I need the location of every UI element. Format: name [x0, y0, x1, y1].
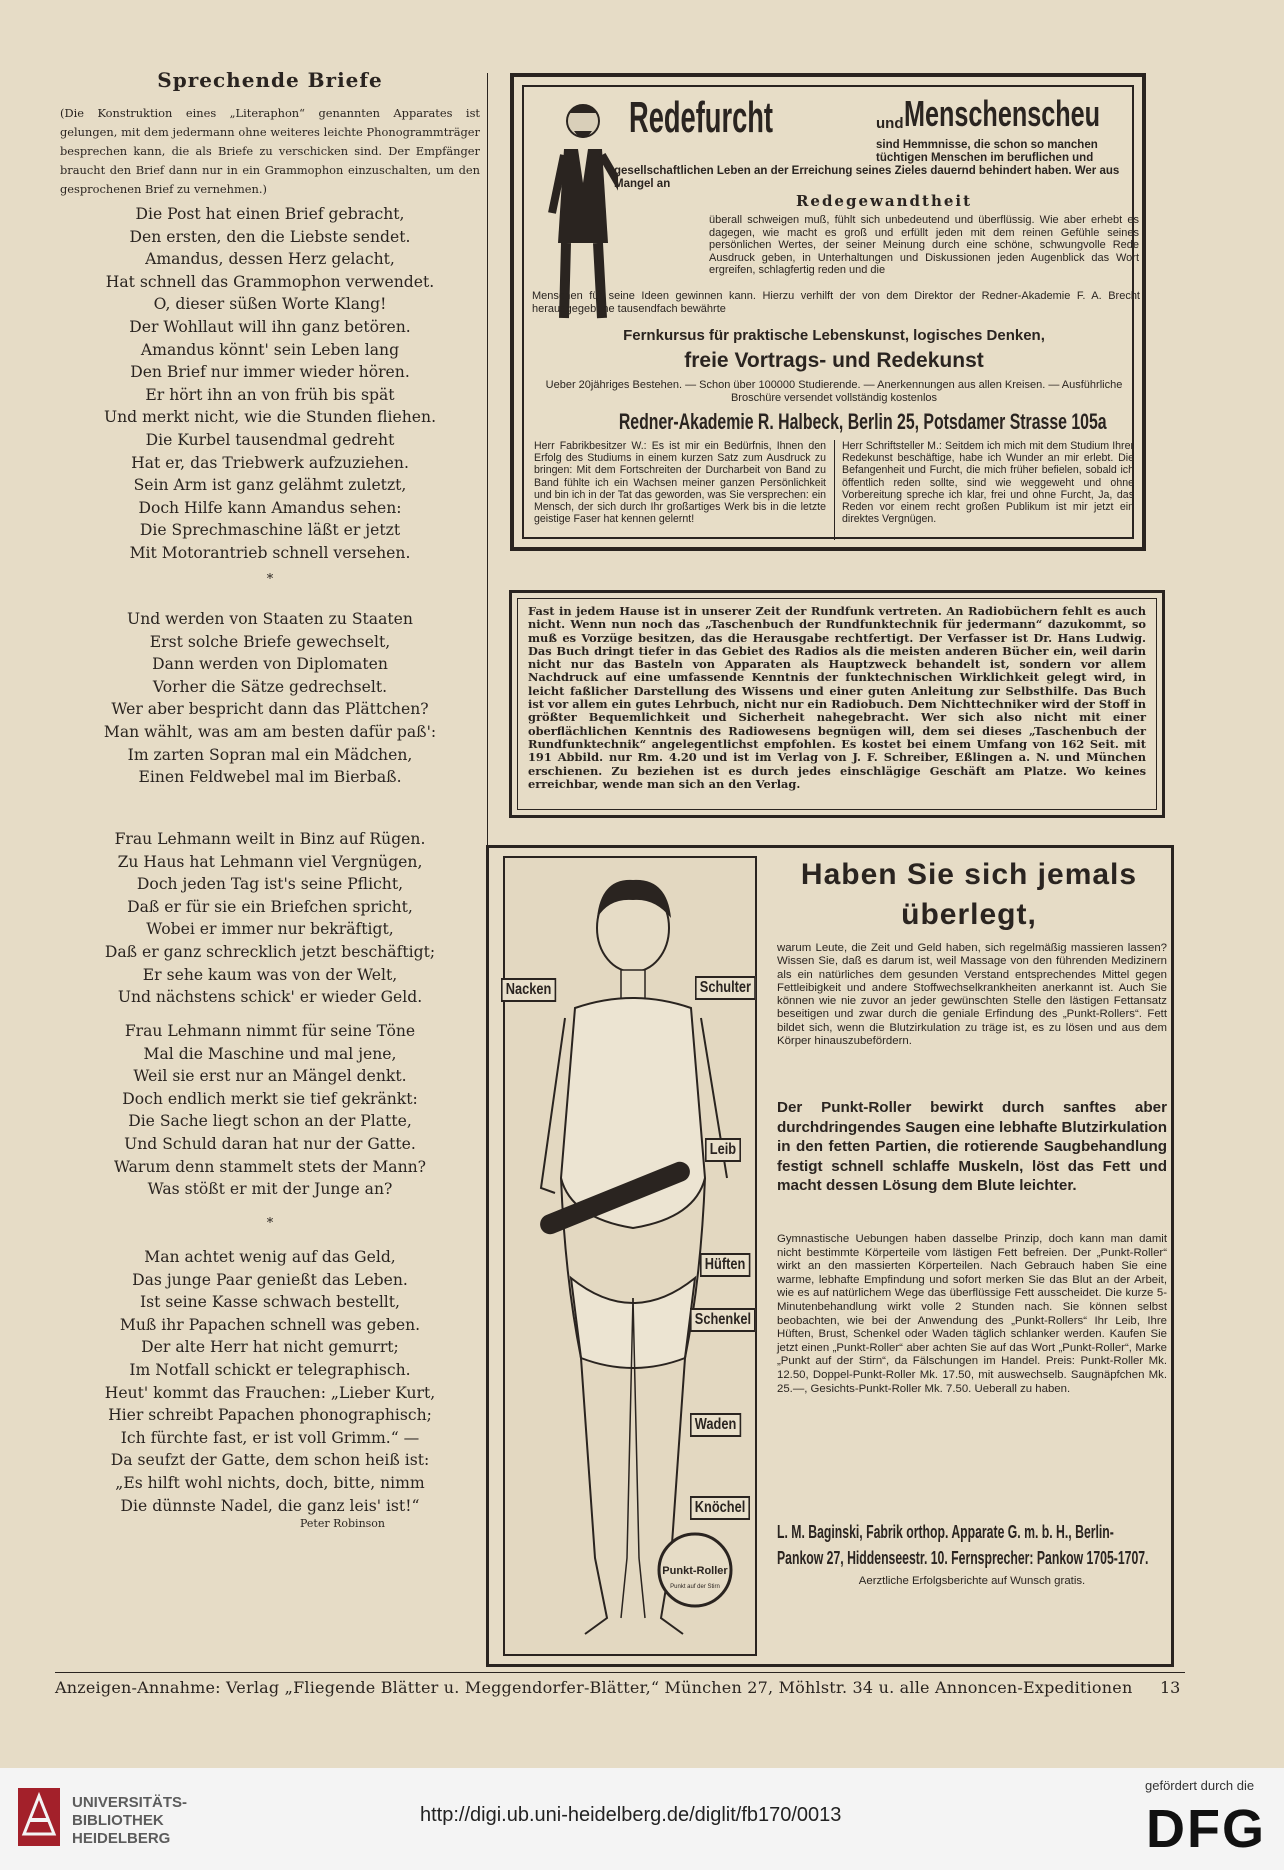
body-label-waden: Waden — [690, 1413, 741, 1437]
poem-line: Vorher die Sätze gedrechselt. — [152, 677, 388, 696]
ad-heading: Redegewandtheit — [795, 192, 973, 210]
ad-headline-2: überlegt, — [901, 898, 1037, 931]
poem-line: Der alte Herr hat nicht gemurrt; — [141, 1338, 399, 1357]
poem-line: Frau Lehmann weilt in Binz auf Rügen. — [114, 830, 426, 848]
body-label-hueften: Hüften — [700, 1253, 750, 1277]
poem-line: Er sehe kaum was von der Welt, — [142, 965, 398, 984]
poem-line: Die Post hat einen Brief gebracht, — [135, 205, 405, 223]
ad-body: überall schweigen muß, fühlt sich unbedeutend und überflüssig. Wie aber erhebt es dagegen, wie macht es groß und erfüllt jeden mit dem reinen Gefühle seines persönlichen Wertes, der seiner Meinung durch eine schöne, schwungvolle Rede Ausdruck geben, in Unterhaltungen und Diskussionen jeden Augenblick das Wort ergreifen, schlagfertig reden und die — [709, 214, 1139, 277]
university-logo-icon — [18, 1788, 60, 1846]
poem-title: Sprechende Briefe — [157, 68, 383, 92]
library-bar — [0, 1768, 1284, 1870]
ad-headline-1: Haben Sie sich jemals — [800, 858, 1138, 891]
funded-by-label: gefördert durch die — [1145, 1778, 1255, 1793]
poem-separator: * — [266, 1216, 274, 1231]
poem-line: Wer aber bespricht dann das Plättchen? — [111, 700, 429, 719]
testimonial-divider — [834, 440, 835, 540]
ad-paragraph-2: Gymnastische Uebungen haben dasselbe Prinzip, doch kann man damit nicht bestimmte Körperteile vom lästigen Fett befreien. Der „Punkt-Roller“ wirkt an den massierten Körperteilen. Nach Gebrauch haben Sie eine warme, lebhafte Empfindung und sofort merken Sie das Blut an der Arbeit, wie es auf natürlichem Wege das überflüssige Fett ausscheidet. Die kurze 5-Minutenbehandlung wirkt volle 2 Stunden nach. Sie können selbst beobachten, wie bei der Anwendung des „Punkt-Rollers“ Ihr Leib, Ihre Hüften, Brust, Schenkel oder Waden täglich schlanker werden. Kaufen Sie jetzt einen „Punkt-Roller“ aber achten Sie auf das Wort „Punkt-Roller“, Marke „Punkt auf der Stirn“, da Fälschungen im Handel. Preis: Punkt-Roller Mk. 12.50, Doppel-Punkt-Roller Mk. 17.50, mit auswechselb. Saugnäpfchen Mk. 25.—, Gesichts-Punkt-Roller Mk. 7.50. Ueberall zu haben. — [777, 1233, 1167, 1395]
ad-info: Ueber 20jähriges Bestehen. — Schon über 100000 Studierende. — Anerkennungen aus allen Kreisen. — Ausführliche Broschüre versendet vollständig kostenlos — [545, 379, 1123, 404]
redner-akademie-ad — [510, 73, 1146, 551]
roller-logo-slogan: Punkt auf der Stirn — [670, 1584, 720, 1590]
poem-line: Und nächstens schick' er wieder Geld. — [117, 988, 423, 1007]
poem-line: „Es hilft wohl nichts, doch, bitte, nimm — [115, 1473, 425, 1492]
poem-line: Das junge Paar genießt das Leben. — [132, 1270, 408, 1289]
poem-line: Doch jeden Tag ist's seine Pflicht, — [136, 875, 404, 894]
poem-line: Was stößt er mit der Junge an? — [147, 1180, 393, 1199]
poem-line: Doch endlich merkt sie tief gekränkt: — [122, 1089, 418, 1108]
poem-line: Er hört ihn an von früh bis spät — [145, 385, 395, 404]
poem-line: Im zarten Sopran mal ein Mädchen, — [127, 745, 413, 764]
ad-subtitle: sind Hemmnisse, die schon so manchen tüchtigen Menschen im beruflichen und — [876, 139, 1098, 164]
poem-line: Die dünnste Nadel, die ganz leis' ist!“ — [120, 1496, 420, 1515]
poem-line: Frau Lehmann nimmt für seine Töne — [124, 1022, 416, 1040]
ad-paragraph-1: warum Leute, die Zeit und Geld haben, sich regelmäßig massieren lassen? Wissen Sie, daß es darum ist, weil Massage von den führenden Medizinern als ein natürliches dem gesunden Verstand entsprechendes Mittel gegen Fettleibigkeit und andere Stoffwechselkrankheiten anerkannt ist. Auch Sie können wie nie zuvor an jeder gewünschten Stelle den lästigen Fettansatz beseitigen und zwar durch die geniale Erfindung des „Punkt-Rollers“. Fett bildet sich, wenn die Blutzirkulation zu träge ist, es zu lösen und aus dem Körper hinauszubefördern. — [777, 942, 1167, 1048]
library-name-line: HEIDELBERG — [72, 1830, 171, 1847]
ad-inner-frame — [522, 85, 1140, 539]
poem-line: Ich fürchte fast, er ist voll Grimm.“ — — [120, 1428, 420, 1447]
library-name — [72, 1794, 187, 1848]
ad-address-text: Redner-Akademie R. Halbeck, Berlin 25, Potsdamer Strasse 105a — [618, 409, 1107, 434]
column-divider — [487, 73, 488, 1663]
poem-line: Die Kurbel tausendmal gedreht — [145, 430, 395, 449]
poem-line: Daß er ganz schrecklich jetzt beschäftigt; — [104, 942, 436, 961]
radio-book-ad — [509, 590, 1165, 818]
ad-lead: gesellschaftlichen Leben an der Erreichung seines Zieles dauernd behindert haben. Wer aus Mangel an — [614, 165, 1120, 190]
poem-line: Hat er, das Triebwerk aufzuziehen. — [131, 453, 409, 472]
page-number: 13 — [1160, 1678, 1181, 1697]
poem-line: Ist seine Kasse schwach bestellt, — [139, 1293, 401, 1312]
roller-logo-text: Punkt-Roller — [662, 1565, 728, 1577]
body-label-schulter: Schulter — [695, 976, 756, 1000]
ad-title-redefurcht: Redefurcht — [629, 93, 773, 142]
dfg-logo: DFG — [1146, 1799, 1266, 1859]
poem-line: Mit Motorantrieb schnell versehen. — [129, 543, 411, 562]
poem-stanza-1 — [60, 203, 480, 565]
ad-company-line-1: L. M. Baginski, Fabrik orthop. Apparate G. m. b. H., Berlin- — [777, 1522, 1114, 1542]
testimonials — [534, 440, 1134, 540]
poem-line: Da seufzt der Gatte, dem schon heiß ist: — [110, 1451, 430, 1470]
footer-rule — [55, 1672, 1185, 1673]
testimonial-left: Herr Fabrikbesitzer W.: Es ist mir ein Bedürfnis, Ihnen den Erfolg des Studiums in einem kurzen Satz zum Ausdruck zu bringen: Mit dem Fortschreiten der Durcharbeit von Band zu Band fühlte ich ein Wachsen meiner ganzen Persönlichkeit und bin ich in der Tat das geworden, was Sie versprechen: ein Mensch, der sich durch Ihr großartiges Werk bis in die letzte geistige Faser hat kennen gelernt! — [534, 440, 826, 526]
poem-note: (Die Konstruktion eines „Literaphon“ genannten Apparates ist gelungen, mit dem jedermann ohne weiteres leichte Phonogrammträger besprechen kann, die als Briefe zu verschicken sind. Der Empfänger braucht den Brief dann nur in ein Grammophon einzuschalten, um den gesprochenen Brief zu vernehmen.) — [60, 106, 480, 196]
ad-course-subtitle: freie Vortrags- und Redekunst — [684, 349, 984, 372]
poem-stanza-2 — [60, 608, 480, 789]
poem-line: Man achtet wenig auf das Geld, — [144, 1248, 396, 1266]
ad-footer-note: Aerztliche Erfolgsberichte auf Wunsch gratis. — [858, 1575, 1086, 1587]
poem-line: Den ersten, den die Liebste sendet. — [129, 227, 411, 246]
body-label-nacken: Nacken — [501, 978, 556, 1002]
poem-line: Man wählt, was am am besten dafür paß': — [103, 722, 437, 741]
body-label-knoechel: Knöchel — [690, 1496, 750, 1520]
poem-line: Warum denn stammelt stets der Mann? — [113, 1157, 427, 1176]
poem-line: Doch Hilfe kann Amandus sehen: — [138, 498, 402, 517]
testimonial-right: Herr Schriftsteller M.: Seitdem ich mich mit dem Studium Ihrer Redekunst beschäftige, habe ich Wunder an mir erlebt. Die Befangenheit und Furcht, die mich früher befielen, sobald ich öffentlich reden sollte, sind wie weggeweht und ohne Vorbereitung spreche ich klar, frei und ohne Furcht, Ja, das Reden vor einem recht großen Publikum ist mir jetzt ein direktes Vergnügen. — [842, 440, 1134, 526]
poem-line: Die Sache liegt schon an der Platte, — [128, 1112, 412, 1131]
poem-line: Muß ihr Papachen schnell was geben. — [119, 1315, 421, 1334]
poem-line: Hier schreibt Papachen phonographisch; — [108, 1406, 432, 1425]
poem-line: Daß er für sie ein Briefchen spricht, — [127, 897, 413, 916]
ad-address — [524, 409, 1144, 435]
poem-line: Und Schuld daran hat nur der Gatte. — [124, 1134, 416, 1153]
ad-title-und: und — [876, 115, 904, 132]
ad-company — [777, 1519, 1167, 1571]
punkt-roller-ad — [486, 845, 1174, 1667]
poem-stanza-5 — [60, 1246, 480, 1517]
ad-course-title: Fernkursus für praktische Lebenskunst, logisches Denken, — [623, 327, 1045, 344]
poem-line: Erst solche Briefe gewechselt, — [149, 632, 391, 651]
poem-stanza-4 — [60, 1020, 480, 1201]
poem-line: Amandus, dessen Herz gelacht, — [145, 250, 395, 269]
poem-line: Und werden von Staaten zu Staaten — [127, 610, 413, 628]
poem-line: Den Brief nur immer wieder hören. — [130, 363, 410, 382]
poem-line: Einen Feldwebel mal im Bierbaß. — [138, 768, 402, 787]
library-name-line: UNIVERSITÄTS- — [72, 1794, 188, 1811]
permalink-url[interactable]: http://digi.ub.uni-heidelberg.de/diglit/fb170/0013 — [420, 1804, 842, 1826]
poem-line: Dann werden von Diplomaten — [152, 655, 388, 674]
poem-line: Weil sie erst nur an Mängel denkt. — [133, 1067, 407, 1086]
body-label-leib: Leib — [705, 1138, 741, 1162]
footer-text: Anzeigen-Annahme: Verlag „Fliegende Blätter u. Meggendorfer-Blätter,“ München 27, Möhlstr. 34 u. alle Annoncen-Expeditionen — [55, 1678, 1133, 1697]
poem-line: Heut' kommt das Frauchen: „Lieber Kurt, — [104, 1383, 436, 1402]
poem-line: Im Notfall schickt er telegraphisch. — [129, 1360, 411, 1379]
poem-author: Peter Robinson — [300, 1517, 386, 1530]
ad-title-menschenscheu: Menschenscheu — [904, 93, 1101, 134]
poem-stanza-3 — [60, 828, 480, 1009]
poem-line: Der Wohllaut will ihn ganz betören. — [129, 317, 411, 336]
ad-body-continued: Menschen für seine Ideen gewinnen kann. Hierzu verhilft der von dem Direktor der Redner-Akademie F. A. Brecht herausgegebene tausendfach bewährte — [532, 290, 1140, 315]
ad-company-line-2: Pankow 27, Hiddenseestr. 10. Fernsprecher: Pankow 1705-1707. — [777, 1548, 1149, 1568]
radio-book-text: Fast in jedem Hause ist in unserer Zeit der Rundfunk vertreten. An Radiobüchern fehlt es auch nicht. Wenn nun noch das „Taschenbuch der Rundfunktechnik für jedermann“ dazukommt, so muß es Vorzüge besitzen, das die Herausgabe rechtfertigt. Der Verfasser ist Dr. Hans Ludwig. Das Buch dringt tiefer in das Gebiet des Radios als die meisten anderen Bücher ein, weil darin nicht nur das Basteln von Apparaten als Hauptzweck behandelt ist, sondern vor allem Nachdruck auf eine umfassende Kenntnis der funktechnischen Wirklichkeit gelegt wird, in leicht faßlicher Darstellung des Wissens und einer guten Anleitung zur Selbsthilfe. Das Buch ist vor allem ein gutes Lehrbuch, nicht nur ein Radiobuch. Dem Nichttechniker wird der Stoff in größter Bequemlichkeit und Sicherheit nahegebracht. Wer sich also nicht mit einer oberflächlichen Kenntnis des Radiowesens begnügen will, dem sei dieses „Taschenbuch der Rundfunktechnik“ angelegentlichst empfohlen. Es kostet bei einem Umfang von 162 Seit. mit 191 Abbild. nur Rm. 4.20 und ist im Verlag von J. F. Schreiber, Eßlingen a. N. und München erschienen. Zu beziehen ist es durch jedes einschlägige Geschäft am Platze. Wo keines erreichbar, wende man sich an den Verlag. — [517, 598, 1157, 810]
poem-line: O, dieser süßen Worte Klang! — [153, 295, 387, 314]
body-label-schenkel: Schenkel — [690, 1308, 756, 1332]
poem-line: Mal die Maschine und mal jene, — [143, 1044, 397, 1063]
poem-line: Und merkt nicht, wie die Stunden fliehen. — [103, 408, 437, 427]
poem-line: Amandus könnt' sein Leben lang — [140, 340, 400, 359]
poem-line: Wobei er immer nur bekräftigt, — [146, 920, 394, 939]
poem-line: Zu Haus hat Lehmann viel Vergnügen, — [117, 852, 423, 871]
library-name-line: BIBLIOTHEK — [72, 1812, 164, 1829]
woman-figure-illustration — [503, 856, 757, 1656]
poem-line: Sein Arm ist ganz gelähmt zuletzt, — [133, 476, 407, 495]
poem-line: Die Sprechmaschine läßt er jetzt — [139, 521, 401, 540]
ad-bold-paragraph: Der Punkt-Roller bewirkt durch sanftes aber durchdringendes Saugen eine lebhafte Blutzirkulation in den fetten Partien, die rotierende Saugbehandlung festigt schnell schlaffe Muskeln, löst das Fett und macht dessen Lösung dem Blute leichter. — [777, 1099, 1167, 1194]
poem-separator: * — [266, 572, 274, 587]
poem-line: Hat schnell das Grammophon verwendet. — [105, 272, 435, 291]
speaker-illustration — [538, 93, 618, 323]
